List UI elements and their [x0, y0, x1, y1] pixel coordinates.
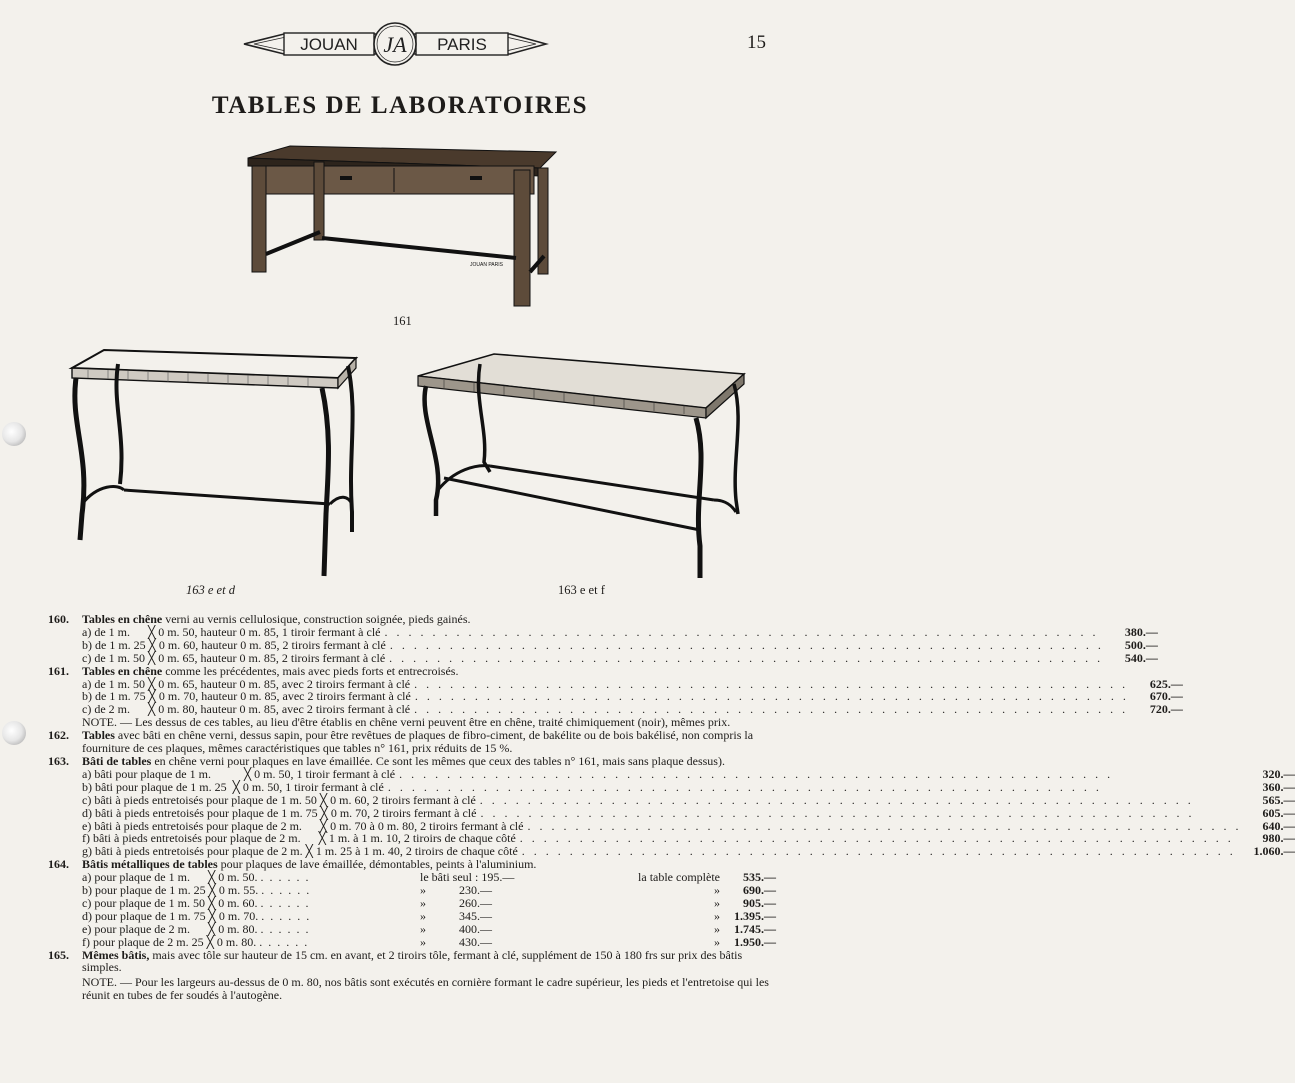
entry-heading: Tables en chêne — [82, 663, 163, 678]
entry-164 — [48, 858, 776, 948]
price: 535.— — [743, 870, 776, 885]
page-title: TABLES DE LABORATOIRES — [211, 92, 589, 119]
table-161-illustration — [244, 142, 560, 314]
price-line: f) bâti à pieds entretoisés pour plaque de 2 m. ╳ 1 m. à 1 m. 10, 2 tiroirs de chaque côté . . . . . . . . . . . . . . . . . . . . . . . . . . . . . . . . . . . . . . . . . . . . . . . . . . . . . . . . . . . . 980.— — [82, 831, 1295, 846]
price: 720.— — [1149, 702, 1183, 717]
entry-number: 163. — [48, 753, 69, 768]
price: 980.— — [1262, 831, 1295, 846]
figure-caption-161: 161 — [393, 314, 412, 328]
price-line: d) pour plaque de 1 m. 75 ╳ 0 m. 70. . . . . . . » 345.— » 1.395.— — [82, 908, 776, 923]
frame-163d-illustration — [68, 344, 360, 580]
price-line: g) bâti à pieds entretoisés pour plaque de 2 m. ╳ 1 m. 25 à 1 m. 40, 2 tiroirs de chaque côté . . . . . . . . . . . . . . . . . . . . . . . . . . . . . . . . . . . . . . . . . . . . . . . . . . . . . . . . . . . . 1.060.— — [82, 844, 1295, 859]
entry-heading: Bâtis métalliques de tables — [82, 857, 218, 872]
figure-caption-163f: 163 e et f — [558, 583, 605, 597]
entry-162 — [48, 729, 776, 755]
brand-monogram: JA — [383, 32, 407, 57]
entry-description: mais avec tôle sur hauteur de 15 cm. en avant, et 2 tiroirs tôle, fermant à clé, supplément de 150 à 180 frs sur prix des bâtis simples. — [82, 947, 743, 975]
entry-description: comme les précédentes, mais avec pieds forts et entrecroisés. — [162, 663, 459, 678]
price-line: b) bâti pour plaque de 1 m. 25 ╳ 0 m. 50, 1 tiroir fermant à clé . . . . . . . . . . . . . . . . . . . . . . . . . . . . . . . . . . . . . . . . . . . . . . . . . . . . . . . . . . . . 360.— — [82, 779, 1295, 794]
note: NOTE. — Les dessus de ces tables, au lieu d'être établis en chêne verni peuvent être en chêne, traité chimiquement (noir), mêmes prix. — [82, 715, 731, 730]
entry-description: verni au vernis cellulosique, construction soignée, pieds gainés. — [162, 612, 471, 626]
entry-number: 164. — [48, 857, 69, 872]
price: 1.950.— — [734, 934, 776, 949]
brand-right: PARIS — [437, 35, 487, 54]
brand-logo — [240, 20, 550, 70]
price-line: a) bâti pour plaque de 1 m. ╳ 0 m. 50, 1 tiroir fermant à clé . . . . . . . . . . . . . . . . . . . . . . . . . . . . . . . . . . . . . . . . . . . . . . . . . . . . . . . . . . . . 320.— — [82, 766, 1295, 781]
price-line: e) pour plaque de 2 m. ╳ 0 m. 80. . . . . . . » 400.— » 1.745.— — [82, 921, 776, 936]
entry-description: en chêne verni pour plaques en lave émaillée. Ce sont les mêmes que ceux des tables n° 161, mais sans plaque dessus). — [151, 753, 725, 768]
price: 640.— — [1262, 818, 1295, 833]
price-line: f) pour plaque de 2 m. 25 ╳ 0 m. 80. . . . . . . » 430.— » 1.950.— — [82, 934, 776, 949]
price-line: c) de 2 m. ╳ 0 m. 80, hauteur 0 m. 85, avec 2 tiroirs fermant à clé . . . . . . . . . . . . . . . . . . . . . . . . . . . . . . . . . . . . . . . . . . . . . . . . . . . . . . . . . . . . 720.— — [82, 702, 1183, 717]
price-line: d) bâti à pieds entretoisés pour plaque de 1 m. 75 ╳ 0 m. 70, 2 tiroirs fermant à clé . . . . . . . . . . . . . . . . . . . . . . . . . . . . . . . . . . . . . . . . . . . . . . . . . . . . . . . . . . . . 605.— — [82, 805, 1295, 820]
entry-number: 162. — [48, 728, 69, 743]
price-line: a) pour plaque de 1 m. ╳ 0 m. 50. . . . . . . le bâti seul : 195.— la table complète 535.— — [82, 870, 776, 885]
price: 320.— — [1262, 766, 1295, 781]
price: 605.— — [1262, 805, 1295, 820]
price-line: c) de 1 m. 50 ╳ 0 m. 65, hauteur 0 m. 85, 2 tiroirs fermant à clé . . . . . . . . . . . . . . . . . . . . . . . . . . . . . . . . . . . . . . . . . . . . . . . . . . . . . . . . . . . . 540.— — [82, 650, 1158, 665]
price-line: b) de 1 m. 25 ╳ 0 m. 60, hauteur 0 m. 85, 2 tiroirs fermant à clé . . . . . . . . . . . . . . . . . . . . . . . . . . . . . . . . . . . . . . . . . . . . . . . . . . . . . . . . . . . . 500.— — [82, 637, 1158, 652]
price: 360.— — [1262, 779, 1295, 794]
entry-163 — [48, 753, 1295, 859]
catalog-text — [48, 612, 1295, 1003]
price-line: b) pour plaque de 1 m. 25 ╳ 0 m. 55. . . . . . . » 230.— » 690.— — [82, 883, 776, 898]
entry-heading: Mêmes bâtis, — [82, 947, 150, 962]
price: 1.745.— — [734, 921, 776, 936]
price-line: e) bâti à pieds entretoisés pour plaque de 2 m. ╳ 0 m. 70 à 0 m. 80, 2 tiroirs fermant à clé . . . . . . . . . . . . . . . . . . . . . . . . . . . . . . . . . . . . . . . . . . . . . . . . . . . . . . . . . . . . 640.— — [82, 818, 1295, 833]
brand-left: JOUAN — [300, 35, 358, 54]
entry-number: 160. — [48, 612, 69, 626]
price: 905.— — [743, 895, 776, 910]
price: 565.— — [1262, 792, 1295, 807]
price: 540.— — [1124, 650, 1158, 665]
table-163f-illustration — [414, 350, 748, 582]
figure-caption-163d: 163 e et d — [186, 583, 235, 597]
page-number: 15 — [747, 32, 766, 53]
price: 380.— — [1124, 624, 1158, 639]
price: 625.— — [1149, 676, 1183, 691]
entry-161 — [48, 663, 1183, 730]
entry-heading: Tables en chêne — [82, 612, 163, 626]
price: 1.060.— — [1253, 844, 1295, 859]
punch-hole — [2, 422, 26, 446]
entry-heading: Tables — [82, 728, 115, 743]
entry-description: avec bâti en chêne verni, dessus sapin, pour être revêtues de plaques de fibro-ciment, de bakélite ou de bois bakélisé, non compris la fourniture de ces plaques, mêmes caractéristiques que tables n° 161, prix réduits de 15 %. — [82, 728, 754, 756]
price-line: c) bâti à pieds entretoisés pour plaque de 1 m. 50 ╳ 0 m. 60, 2 tiroirs fermant à clé . . . . . . . . . . . . . . . . . . . . . . . . . . . . . . . . . . . . . . . . . . . . . . . . . . . . . . . . . . . . 565.— — [82, 792, 1295, 807]
price-line: c) pour plaque de 1 m. 50 ╳ 0 m. 60. . . . . . . » 260.— » 905.— — [82, 895, 776, 910]
price: 1.395.— — [734, 908, 776, 923]
note: NOTE. — Pour les largeurs au-dessus de 0 m. 80, nos bâtis sont exécutés en cornière formant le cadre supérieur, les pieds et l'entretoise qui les réunit en tubes de fer soudés à l'autogène. — [82, 975, 769, 1003]
entry-number: 161. — [48, 663, 69, 678]
entry-description: pour plaques de lave émaillée, démontables, peints à l'aluminium. — [217, 857, 537, 872]
maker-stamp: JOUAN PARIS — [470, 262, 503, 268]
entry-160 — [48, 612, 1158, 665]
entry-heading: Bâti de tables — [82, 753, 152, 768]
punch-hole — [2, 721, 26, 745]
price: 690.— — [743, 883, 776, 898]
entry-165 — [48, 949, 776, 1003]
price: 670.— — [1149, 689, 1183, 704]
price-line: b) de 1 m. 75 ╳ 0 m. 70, hauteur 0 m. 85, avec 2 tiroirs fermant à clé . . . . . . . . . . . . . . . . . . . . . . . . . . . . . . . . . . . . . . . . . . . . . . . . . . . . . . . . . . . . 670.— — [82, 689, 1183, 704]
price: 500.— — [1124, 637, 1158, 652]
price-line: a) de 1 m. ╳ 0 m. 50, hauteur 0 m. 85, 1 tiroir fermant à clé . . . . . . . . . . . . . . . . . . . . . . . . . . . . . . . . . . . . . . . . . . . . . . . . . . . . . . . . . . . . 380.— — [82, 624, 1158, 639]
entry-number: 165. — [48, 947, 69, 962]
price-line: a) de 1 m. 50 ╳ 0 m. 65, hauteur 0 m. 85, avec 2 tiroirs fermant à clé . . . . . . . . . . . . . . . . . . . . . . . . . . . . . . . . . . . . . . . . . . . . . . . . . . . . . . . . . . . . 625.— — [82, 676, 1183, 691]
